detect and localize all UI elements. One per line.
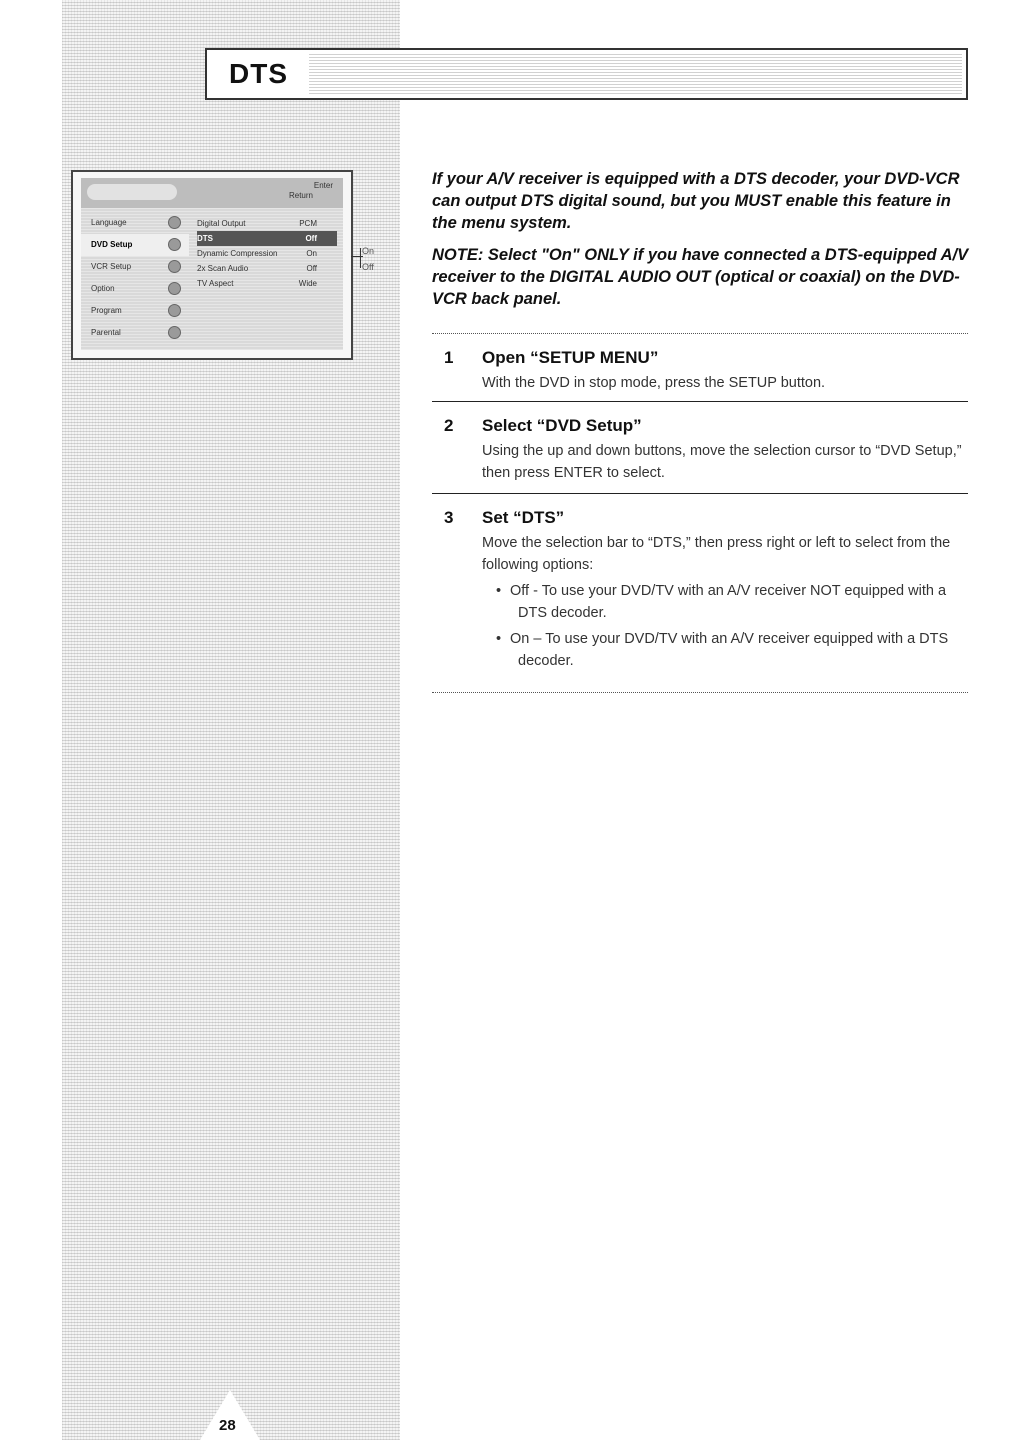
menu-row-digital-output: Digital Output PCM xyxy=(197,219,317,228)
menu-item-option: Option xyxy=(81,278,189,300)
menu-item-dvd-setup: DVD Setup xyxy=(81,234,189,256)
disc-icon xyxy=(168,282,181,295)
menu-tab xyxy=(87,184,177,200)
menu-return-label: Return xyxy=(288,191,313,200)
intro-section xyxy=(432,168,972,320)
step-body: Using the up and down buttons, move the selection cursor to “DVD Setup,” then press ENTER to select. xyxy=(482,443,962,481)
option-on-label: On xyxy=(362,246,375,256)
menu-topbar xyxy=(81,178,343,208)
disc-icon xyxy=(168,260,181,273)
disc-icon xyxy=(168,238,181,251)
disc-icon xyxy=(168,216,181,229)
title-banner-pattern xyxy=(309,54,962,94)
intro-note: NOTE: Select "On" ONLY if you have connected a DTS-equipped A/V receiver to the DIGITAL AUDIO OUT (optical or coaxial) on the DVD-VCR back panel. xyxy=(432,246,969,308)
option-off-label: Off xyxy=(362,262,374,272)
menu-item-parental: Parental xyxy=(81,322,189,344)
page-number: 28 xyxy=(219,1417,236,1434)
menu-screen xyxy=(81,178,343,350)
step-divider xyxy=(432,401,968,402)
dotted-divider-top xyxy=(432,333,968,334)
menu-settings-list xyxy=(197,216,337,350)
step-number: 1 xyxy=(444,348,454,367)
step-title: Set “DTS” xyxy=(482,508,565,527)
page-title: DTS xyxy=(229,58,288,89)
bullet-item-on: • On – To use your DVD/TV with an A/V receiver equipped with a DTS decoder. xyxy=(482,628,966,672)
menu-item-program: Program xyxy=(81,300,189,322)
callout-line xyxy=(351,256,363,257)
step-body xyxy=(482,532,966,672)
dotted-divider-bottom xyxy=(432,692,968,693)
title-banner xyxy=(205,48,968,100)
step-body: With the DVD in stop mode, press the SETUP button. xyxy=(482,375,826,391)
step-divider xyxy=(432,493,968,494)
bullet-icon: • xyxy=(496,583,502,599)
bullet-item-off: • Off - To use your DVD/TV with an A/V receiver NOT equipped with a DTS decoder. xyxy=(482,580,966,624)
step-title: Open “SETUP MENU” xyxy=(482,348,659,367)
callout-bracket xyxy=(360,248,361,268)
menu-row-dts: DTS Off xyxy=(197,231,337,246)
setup-menu-screenshot xyxy=(71,170,353,360)
menu-category-list xyxy=(81,212,189,350)
step-body-text: Move the selection bar to “DTS,” then press right or left to select from the following options: xyxy=(482,535,951,573)
disc-icon xyxy=(168,304,181,317)
menu-row-tv-aspect: TV Aspect Wide xyxy=(197,279,317,288)
menu-enter-label: Enter xyxy=(313,181,333,190)
step-title: Select “DVD Setup” xyxy=(482,416,642,435)
disc-icon xyxy=(168,326,181,339)
step-number: 2 xyxy=(444,416,454,435)
menu-row-dynamic-compression: Dynamic Compression On xyxy=(197,249,317,258)
menu-item-vcr-setup: VCR Setup xyxy=(81,256,189,278)
menu-item-language: Language xyxy=(81,212,189,234)
step-number: 3 xyxy=(444,508,454,527)
bullet-icon: • xyxy=(496,631,502,647)
menu-row-scan-audio: 2x Scan Audio Off xyxy=(197,264,317,273)
intro-paragraph: If your A/V receiver is equipped with a DTS decoder, your DVD-VCR can output DTS digital sound, but you MUST enable this feature in the menu system. xyxy=(432,170,960,232)
